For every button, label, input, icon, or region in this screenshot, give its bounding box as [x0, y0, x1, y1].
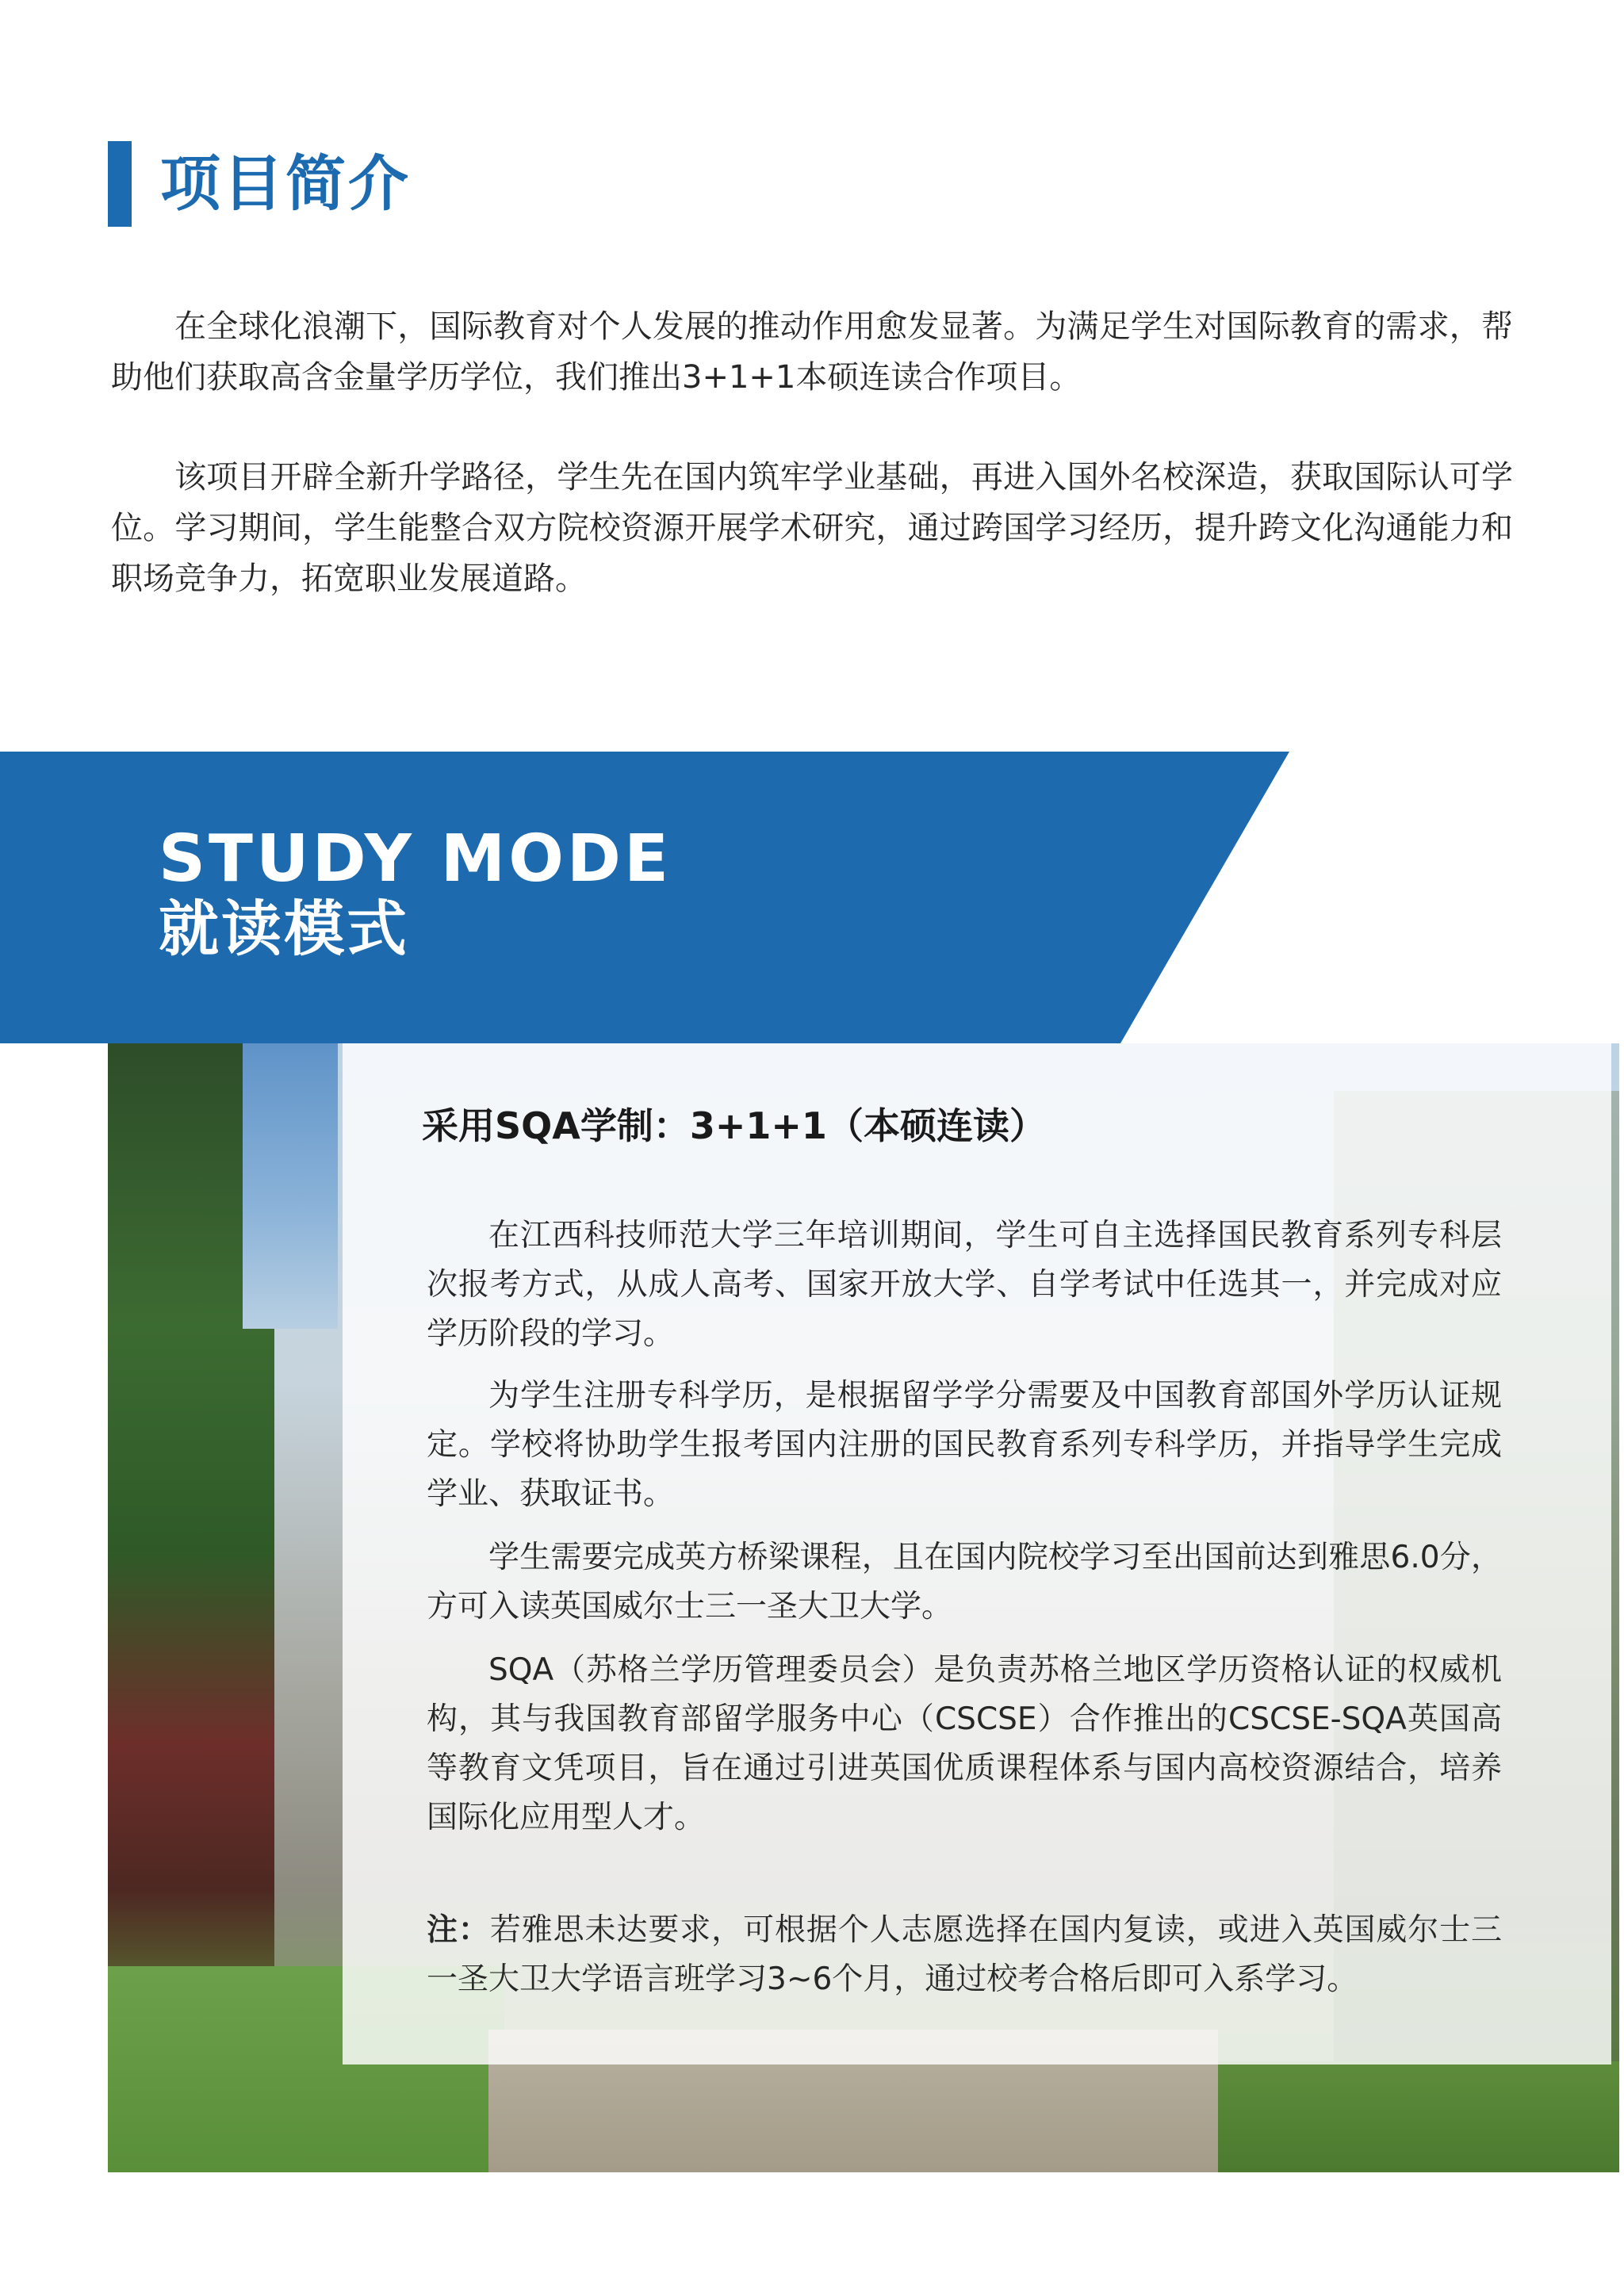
study-mode-paragraph-4: SQA（苏格兰学历管理委员会）是负责苏格兰地区学历资格认证的权威机构，其与我国教育部留学服务中心（CSCSE）合作推出的CSCSE-SQA英国高等教育文凭项目，旨在通过引进英国优质课程体系与国内高校资源结合，培养国际化应用型人才。: [427, 1652, 1502, 1835]
note-text: 若雅思未达要求，可根据个人志愿选择在国内复读，或进入英国威尔士三一圣大卫大学语言班学习3~6个月，通过校考合格后即可入系学习。: [427, 1912, 1502, 1997]
study-mode-paragraph-3: 学生需要完成英方桥梁课程，且在国内院校学习至出国前达到雅思6.0分，方可入读英国威尔士三一圣大卫大学。: [427, 1540, 1502, 1624]
banner-title-cn: 就读模式: [159, 894, 409, 964]
banner-title-en: STUDY MODE: [159, 821, 672, 897]
study-mode-note: [427, 1906, 1502, 2004]
study-mode-heading: 采用SQA学制：3+1+1（本硕连读）: [422, 1104, 1046, 1147]
photo-sky: [243, 1043, 338, 1329]
study-mode-paragraph-1: 在江西科技师范大学三年培训期间，学生可自主选择国民教育系列专科层次报考方式，从成人高考、国家开放大学、自学考试中任选其一，并完成对应学历阶段的学习。: [427, 1218, 1502, 1352]
section-accent-bar: [108, 141, 132, 227]
intro-paragraph-1: 在全球化浪潮下，国际教育对个人发展的推动作用愈发显著。为满足学生对国际教育的需求，帮助他们获取高含金量学历学位，我们推出3+1+1本硕连读合作项目。: [111, 308, 1513, 396]
photo-lawn-right: [1175, 2061, 1619, 2172]
study-mode-paragraph-2: 为学生注册专科学历，是根据留学学分需要及中国教育部国外学历认证规定。学校将协助学生报考国内注册的国民教育系列专科学历，并指导学生完成学业、获取证书。: [427, 1378, 1502, 1512]
intro-paragraph-2: 该项目开辟全新升学路径，学生先在国内筑牢学业基础，再进入国外名校深造，获取国际认可学位。学习期间，学生能整合双方院校资源开展学术研究，通过跨国学习经历，提升跨文化沟通能力和职场竞争力，拓宽职业发展道路。: [111, 459, 1513, 597]
note-label: 注：: [427, 1912, 490, 1948]
section-title-intro: 项目简介: [160, 148, 411, 219]
